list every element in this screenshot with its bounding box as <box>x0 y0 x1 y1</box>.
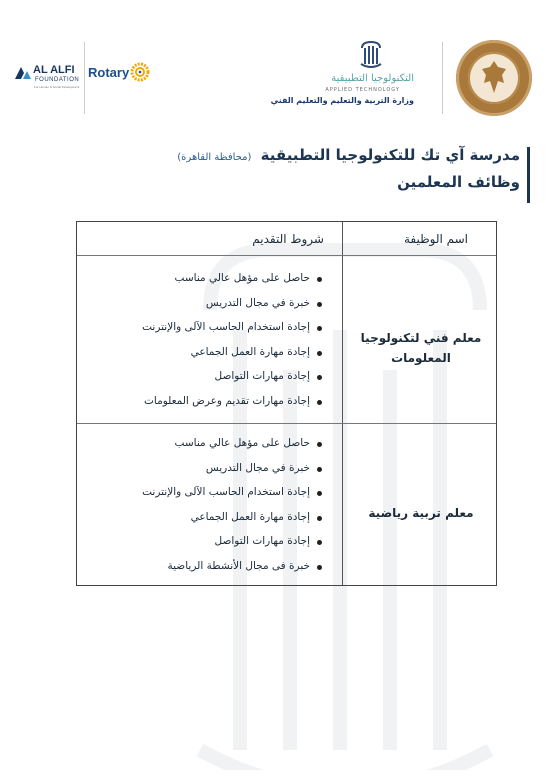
job-title-line1: معلم فني لتكنولوجيا <box>360 331 482 345</box>
school-name: مدرسة آي تك للتكنولوجيا التطبيقية <box>260 146 520 164</box>
al-alfi-tagline: For Human & Social Development <box>34 85 80 89</box>
list-item: إجادة مهارة العمل الجماعي <box>77 511 340 536</box>
jobs-heading: وظائف المعلمين <box>397 173 520 191</box>
list-item: إجادة استخدام الحاسب الآلى والإنترنت <box>77 321 340 346</box>
al-alfi-icon <box>14 66 32 80</box>
bullet-icon <box>317 351 322 356</box>
job-title-it <box>346 328 496 368</box>
list-item: خبرة فى مجال الأنشطة الرياضية <box>77 560 340 585</box>
bullet-icon <box>317 375 322 380</box>
list-item: خبرة في مجال التدريس <box>77 297 340 322</box>
document-titles <box>170 146 530 191</box>
list-item: حاصل على مؤهل عالي مناسب <box>77 437 340 462</box>
header <box>0 0 550 125</box>
eagle-icon <box>478 59 510 97</box>
governorate: (محافظة القاهرة) <box>177 152 252 163</box>
job-title-line2: المعلومات <box>391 351 451 365</box>
list-item: إجادة استخدام الحاسب الآلى والإنترنت <box>77 486 340 511</box>
list-item: حاصل على مؤهل عالي مناسب <box>77 272 340 297</box>
list-item: خبرة في مجال التدريس <box>77 462 340 487</box>
bullet-icon <box>317 565 322 570</box>
list-item: إجادة مهارة العمل الجماعي <box>77 346 340 371</box>
al-alfi-name: AL ALFI <box>33 64 75 76</box>
list-item: إجادة مهارات التواصل <box>77 535 340 560</box>
requirements-list-it <box>77 272 340 419</box>
school-title <box>170 146 520 164</box>
row-divider <box>77 423 496 424</box>
bullet-icon <box>317 442 322 447</box>
list-item: إجادة مهارات التواصل <box>77 370 340 395</box>
al-alfi-foundation: FOUNDATION <box>35 77 80 83</box>
bullet-icon <box>317 467 322 472</box>
job-title-line1: معلم تربية رياضية <box>368 506 474 520</box>
bullet-icon <box>317 400 322 405</box>
rotary-logo <box>88 62 158 86</box>
bullet-icon <box>317 540 322 545</box>
header-row-divider <box>77 255 496 256</box>
job-column-header: اسم الوظيفة <box>403 232 468 246</box>
requirements-list-pe <box>77 437 340 584</box>
list-item: إجادة مهارات تقديم وعرض المعلومات <box>77 395 340 420</box>
applied-technology-logo <box>270 40 440 120</box>
rotary-wheel-icon <box>130 62 150 82</box>
bullet-icon <box>317 326 322 331</box>
requirements-column-header: شروط التقديم <box>252 232 324 246</box>
bullet-icon <box>317 516 322 521</box>
header-divider <box>442 42 443 114</box>
rotary-name: Rotary <box>88 65 130 80</box>
ministry-of-education-seal <box>456 40 532 116</box>
column-divider <box>342 222 343 585</box>
job-title-pe <box>346 503 496 523</box>
jobs-table <box>76 221 497 586</box>
ministry-name: وزارة التربية والتعليم والتعليم الفني <box>270 96 414 105</box>
applied-technology-english: APPLIED TECHNOLOGY <box>325 87 400 93</box>
al-alfi-foundation-logo <box>14 62 80 92</box>
bullet-icon <box>317 491 322 496</box>
applied-technology-icon <box>358 40 384 70</box>
applied-technology-arabic: التكنولوجيا التطبيقية <box>331 73 414 84</box>
bullet-icon <box>317 277 322 282</box>
bullet-icon <box>317 302 322 307</box>
header-divider-left <box>84 42 85 114</box>
